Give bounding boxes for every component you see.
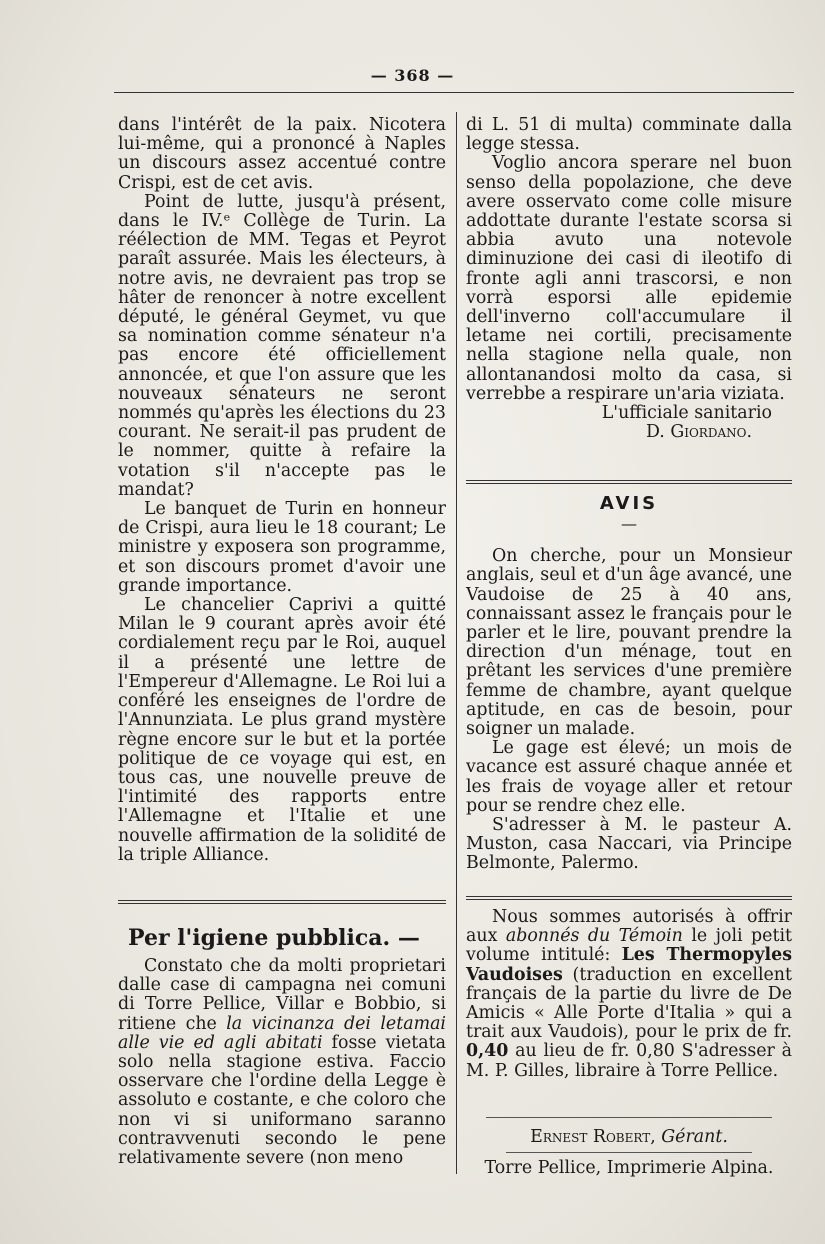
signature-title: L'ufficiale sanitario	[601, 403, 772, 424]
avis-notice	[466, 494, 792, 874]
notice-paragraph: Nous sommes autorisés à offrir aux abonnés du Témoin le joli petit volume intitulé: Les Thermopyles Vaudoises (traduction en excellent français de la partie du livre de De Amicis « Alle Porte d'Italia » qui a trait aux Vaudois), pour le prix de fr. 0,40 au lieu de fr. 0,80 S'adresser à M. P. Gilles, libraire à Torre Pellice.	[466, 907, 793, 1081]
igiene-paragraph: Constato che da molti proprietari dalle case di campagna nei comuni di Torre Pellice, Villar e Bobbio, si ritiene che la vicinanza dei letamai alle vie ed agli abitati fosse vietata solo nella stagione estiva. Faccio osservare che l'ordine della Legge è assoluto e costante, e che coloro che non vi si uniformano saranno contravvenuti secondo le pene relativamente severe (non meno	[118, 956, 446, 1169]
article-paragraph: dans l'intérêt de la paix. Nicotera lui-même, qui a prononcé à Naples un discours assez accentué contre Crispi, est de cet avis.	[118, 115, 446, 193]
avis-separator: —	[621, 514, 637, 534]
header-rule	[114, 92, 794, 93]
footer	[466, 1128, 792, 1178]
article-paragraph: Le chancelier Caprivi a quitté Milan le 9 courant après avoir été cordialement reçu par le Roi, auquel il a présenté une lettre de l'Empereur d'Allemagne. Le Roi lui a conféré les enseignes de l'ordre de l'Annunziata. Le plus grand mystère règne encore sur le but et la portée politique de ce voyage qui est, en tous cas, une nouvelle preuve de l'intimité des rapports entre l'Allemagne et l'Italie et une nouvelle affirmation de la solidité de la triple Alliance.	[118, 595, 446, 865]
igiene-italic: la vicinanza dei letamai alle vie ed agli abitati	[118, 1013, 446, 1053]
section-double-rule	[466, 480, 792, 481]
signature-name: D. Giordano.	[645, 422, 752, 443]
column-divider	[456, 112, 457, 1174]
printer-line: Torre Pellice, Imprimerie Alpina.	[484, 1158, 774, 1179]
footer-rule	[486, 1117, 772, 1118]
avis-paragraph: Le gage est élevé; un mois de vacance est assuré chaque année et les frais de voyage aller et retour pour se rendre chez elle.	[466, 738, 792, 816]
article-paragraph: Point de lutte, jusqu'à présent, dans le IV.ᵉ Collège de Turin. La réélection de MM. Tegas et Peyrot paraît assurée. Mais les électeurs, à notre avis, ne devraient pas trop se hâter de renoncer à notre excellent député, le général Geymet, vu que sa nomination comme sénateur n'a pas encore été officiellement annoncée, et que l'on assure que les nouveaux sénateurs ne seront nommés qu'après les élections du 23 courant. Ne serait-il pas prudent de le nommer, quitte à refaire la votation s'il n'accepte pas le mandat?	[118, 191, 446, 500]
igiene-article	[118, 923, 446, 1168]
avis-paragraph: S'adresser à M. le pasteur A. Muston, casa Naccari, via Principe Belmonte, Palermo.	[466, 815, 792, 874]
section-double-rule	[466, 896, 792, 897]
footer-inner-rule	[506, 1152, 752, 1153]
right-column-continuation	[466, 116, 792, 442]
igiene-title: Per l'igiene pubblica. —	[128, 925, 420, 951]
page-number: — 368 —	[370, 66, 455, 85]
section-double-rule	[118, 900, 446, 901]
article-paragraph: Le banquet de Turin en honneur de Crispi, aura lieu le 18 courant; Le ministre y exposera son programme, et son discours promet d'avoir une grande importance.	[118, 499, 446, 596]
article-paragraph: Voglio ancora sperare nel buon senso della popolazione, che deve avere osservato come colle misure addottate durante l'estate scorsa si abbia avuto una notevole diminuzione dei casi di ileotifo di fronte agli anni trascorsi, e non vorrà esporsi alle epidemie dell'inverno coll'accumulare il letame nei cortili, precisamente nella stagione nella quale, non allontanandosi molto da casa, si verrebbe a respirare un'aria viziata.	[466, 153, 792, 404]
avis-title: AVIS	[599, 493, 659, 514]
article-paragraph: di L. 51 di multa) comminate dalla legge stessa.	[466, 115, 792, 155]
avis-paragraph: On cherche, pour un Monsieur anglais, seul et d'un âge avancé, une Vaudoise de 25 à 40 ans, connaissant assez le français pour le parler et le lire, pouvant prendre la direction d'un ménage, tout en prêtant les services d'une première femme de chambre, ayant quelque aptitude, en cas de besoin, pour soigner un malade.	[466, 546, 792, 740]
gerant-line: Ernest Robert, Gérant.	[530, 1127, 728, 1147]
thermopyles-notice	[466, 908, 792, 1081]
left-column-articles	[118, 116, 446, 865]
